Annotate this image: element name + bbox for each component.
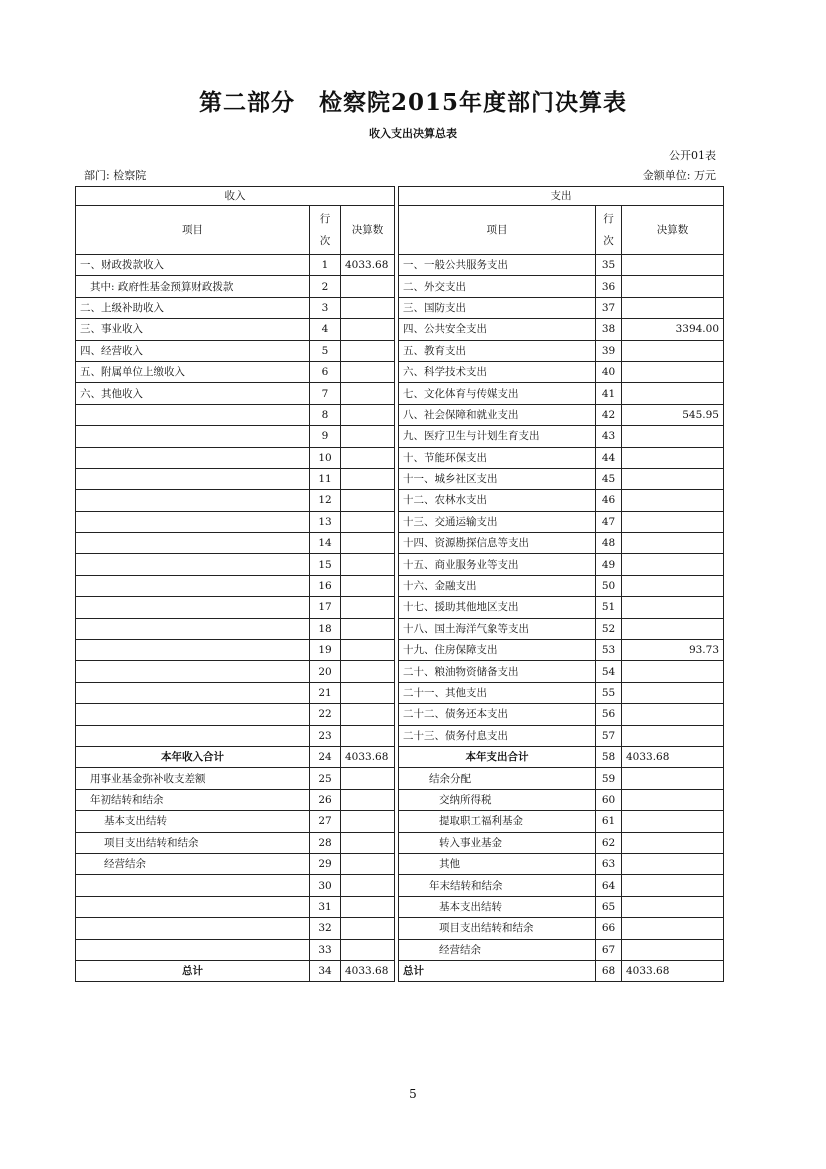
income-amount (341, 918, 395, 939)
table-row (76, 618, 724, 639)
income-amount: 4033.68 (341, 746, 395, 767)
expense-row-no: 57 (596, 725, 622, 746)
income-amount (341, 297, 395, 318)
income-item (76, 918, 310, 939)
income-item-header: 项目 (76, 206, 310, 255)
income-item: 总计 (76, 960, 310, 981)
income-item: 经营结余 (76, 853, 310, 874)
income-row-no: 11 (310, 468, 341, 489)
income-item: 六、其他收入 (76, 383, 310, 404)
income-item: 用事业基金弥补收支差额 (76, 768, 310, 789)
expense-item: 结余分配 (399, 768, 596, 789)
table-row (76, 426, 724, 447)
income-row-no: 15 (310, 554, 341, 575)
income-amount (341, 704, 395, 725)
expense-row-no: 44 (596, 447, 622, 468)
income-row-no: 32 (310, 918, 341, 939)
income-expense-table (75, 186, 724, 982)
table-row (76, 918, 724, 939)
table-row (76, 789, 724, 810)
table-row (76, 768, 724, 789)
expense-item: 六、科学技术支出 (399, 361, 596, 382)
income-row-no: 22 (310, 704, 341, 725)
income-amount (341, 811, 395, 832)
expense-item: 十八、国土海洋气象等支出 (399, 618, 596, 639)
expense-item: 经营结余 (399, 939, 596, 960)
table-row (76, 661, 724, 682)
income-amount (341, 361, 395, 382)
expense-amount (622, 918, 724, 939)
income-item (76, 575, 310, 596)
income-item (76, 554, 310, 575)
expense-amount (622, 704, 724, 725)
income-item (76, 533, 310, 554)
income-amount (341, 319, 395, 340)
expense-row-no: 65 (596, 896, 622, 917)
expense-amount: 4033.68 (622, 746, 724, 767)
expense-amount (622, 725, 724, 746)
table-row (76, 340, 724, 361)
income-amount-header: 决算数 (341, 206, 395, 255)
expense-amount: 93.73 (622, 640, 724, 661)
expense-item: 十一、城乡社区支出 (399, 468, 596, 489)
income-item (76, 875, 310, 896)
income-amount (341, 832, 395, 853)
table-row (76, 276, 724, 297)
income-row-no: 34 (310, 960, 341, 981)
income-item: 年初结转和结余 (76, 789, 310, 810)
expense-item: 九、医疗卫生与计划生育支出 (399, 426, 596, 447)
income-item (76, 640, 310, 661)
expense-row-no: 63 (596, 853, 622, 874)
income-amount (341, 383, 395, 404)
income-item: 本年收入合计 (76, 746, 310, 767)
income-item (76, 896, 310, 917)
income-row-no: 7 (310, 383, 341, 404)
expense-section-header: 支出 (399, 187, 724, 206)
income-item (76, 939, 310, 960)
table-row (76, 704, 724, 725)
table-row (76, 597, 724, 618)
expense-amount (622, 511, 724, 532)
income-row-no: 13 (310, 511, 341, 532)
income-row-no: 4 (310, 319, 341, 340)
table-row (76, 297, 724, 318)
expense-amount (622, 853, 724, 874)
expense-item: 其他 (399, 853, 596, 874)
table-row (76, 404, 724, 425)
table-row (76, 447, 724, 468)
expense-amount (622, 533, 724, 554)
income-item (76, 468, 310, 489)
income-item (76, 511, 310, 532)
income-item (76, 597, 310, 618)
income-item (76, 661, 310, 682)
row-no-header-top: 行 (603, 213, 614, 225)
income-item (76, 490, 310, 511)
expense-item: 十九、住房保障支出 (399, 640, 596, 661)
income-row-no: 24 (310, 746, 341, 767)
income-amount (341, 276, 395, 297)
expense-item: 基本支出结转 (399, 896, 596, 917)
expense-item: 二十、粮油物资储备支出 (399, 661, 596, 682)
expense-row-no: 60 (596, 789, 622, 810)
expense-item: 十七、援助其他地区支出 (399, 597, 596, 618)
expense-amount: 4033.68 (622, 960, 724, 981)
expense-amount (622, 297, 724, 318)
expense-row-no: 35 (596, 255, 622, 276)
income-item: 一、财政拨款收入 (76, 255, 310, 276)
column-header-row (76, 206, 724, 255)
expense-row-no: 68 (596, 960, 622, 981)
expense-amount (622, 789, 724, 810)
income-row-no: 17 (310, 597, 341, 618)
expense-amount (622, 896, 724, 917)
income-amount (341, 426, 395, 447)
income-amount (341, 404, 395, 425)
table-subtitle: 收入支出决算总表 (369, 127, 457, 140)
expense-item-header: 项目 (399, 206, 596, 255)
income-row-no: 20 (310, 661, 341, 682)
table-row (76, 383, 724, 404)
income-item: 其中: 政府性基金预算财政拨款 (76, 276, 310, 297)
income-item: 二、上级补助收入 (76, 297, 310, 318)
income-row-no: 3 (310, 297, 341, 318)
income-amount (341, 490, 395, 511)
income-amount (341, 768, 395, 789)
expense-item: 三、国防支出 (399, 297, 596, 318)
expense-amount (622, 939, 724, 960)
income-amount (341, 447, 395, 468)
table-row (76, 832, 724, 853)
section-header-row (76, 187, 724, 206)
expense-row-no: 62 (596, 832, 622, 853)
expense-row-no: 59 (596, 768, 622, 789)
expense-item: 七、文化体育与传媒支出 (399, 383, 596, 404)
income-row-no: 33 (310, 939, 341, 960)
expense-item: 二十一、其他支出 (399, 682, 596, 703)
expense-amount (622, 255, 724, 276)
income-row-no: 1 (310, 255, 341, 276)
income-item: 项目支出结转和结余 (76, 832, 310, 853)
income-amount (341, 618, 395, 639)
income-row-no: 18 (310, 618, 341, 639)
income-row-no: 2 (310, 276, 341, 297)
income-row-no: 10 (310, 447, 341, 468)
page-title: 第二部分 检察院2015年度部门决算表 (198, 89, 627, 116)
expense-amount (622, 575, 724, 596)
income-item: 基本支出结转 (76, 811, 310, 832)
income-amount (341, 640, 395, 661)
income-row-no: 16 (310, 575, 341, 596)
income-row-no: 14 (310, 533, 341, 554)
table-row (76, 554, 724, 575)
income-row-no: 9 (310, 426, 341, 447)
page-number: 5 (409, 1087, 417, 1101)
income-amount (341, 725, 395, 746)
expense-item: 二十二、债务还本支出 (399, 704, 596, 725)
expense-row-no: 58 (596, 746, 622, 767)
income-amount (341, 575, 395, 596)
income-item: 三、事业收入 (76, 319, 310, 340)
row-no-header-bottom: 次 (319, 235, 331, 247)
expense-row-no: 47 (596, 511, 622, 532)
expense-amount (622, 875, 724, 896)
expense-row-no: 43 (596, 426, 622, 447)
expense-row-no: 40 (596, 361, 622, 382)
expense-row-no: 42 (596, 404, 622, 425)
expense-amount (622, 811, 724, 832)
table-row (76, 490, 724, 511)
income-amount (341, 554, 395, 575)
expense-amount (622, 597, 724, 618)
expense-row-no: 50 (596, 575, 622, 596)
table-row (76, 960, 724, 981)
expense-row-no: 56 (596, 704, 622, 725)
expense-amount (622, 661, 724, 682)
expense-amount: 3394.00 (622, 319, 724, 340)
table-row (76, 875, 724, 896)
expense-item: 本年支出合计 (399, 746, 596, 767)
department-label: 部门: 检察院 (84, 169, 147, 182)
expense-item: 二、外交支出 (399, 276, 596, 297)
expense-item: 项目支出结转和结余 (399, 918, 596, 939)
income-row-no: 12 (310, 490, 341, 511)
income-row-no: 27 (310, 811, 341, 832)
expense-item: 四、公共安全支出 (399, 319, 596, 340)
income-row-no: 23 (310, 725, 341, 746)
income-amount (341, 468, 395, 489)
expense-row-no: 66 (596, 918, 622, 939)
expense-item: 一、一般公共服务支出 (399, 255, 596, 276)
expense-row-no: 51 (596, 597, 622, 618)
expense-item: 总计 (399, 960, 596, 981)
expense-item: 年末结转和结余 (399, 875, 596, 896)
expense-row-no: 67 (596, 939, 622, 960)
expense-row-no: 54 (596, 661, 622, 682)
income-row-no: 31 (310, 896, 341, 917)
income-amount: 4033.68 (341, 960, 395, 981)
expense-item: 十四、资源勘探信息等支出 (399, 533, 596, 554)
expense-amount (622, 447, 724, 468)
income-amount (341, 340, 395, 361)
expense-item: 二十三、债务付息支出 (399, 725, 596, 746)
expense-row-no: 53 (596, 640, 622, 661)
income-amount: 4033.68 (341, 255, 395, 276)
table-row (76, 511, 724, 532)
income-item (76, 618, 310, 639)
expense-item: 十六、金融支出 (399, 575, 596, 596)
expense-amount (622, 682, 724, 703)
expense-amount-header: 决算数 (622, 206, 724, 255)
income-amount (341, 661, 395, 682)
expense-item: 提取职工福利基金 (399, 811, 596, 832)
table-row (76, 811, 724, 832)
expense-item: 交纳所得税 (399, 789, 596, 810)
expense-row-no: 46 (596, 490, 622, 511)
expense-row-no: 39 (596, 340, 622, 361)
expense-amount (622, 490, 724, 511)
expense-amount (622, 468, 724, 489)
table-row (76, 575, 724, 596)
row-no-header-bottom: 次 (603, 235, 614, 247)
income-row-no: 30 (310, 875, 341, 896)
income-row-no: 21 (310, 682, 341, 703)
table-row (76, 853, 724, 874)
expense-item: 十二、农林水支出 (399, 490, 596, 511)
expense-amount (622, 276, 724, 297)
income-row-no: 5 (310, 340, 341, 361)
expense-row-no: 38 (596, 319, 622, 340)
income-item: 五、附属单位上缴收入 (76, 361, 310, 382)
income-row-no: 28 (310, 832, 341, 853)
table-row (76, 361, 724, 382)
expense-row-no: 45 (596, 468, 622, 489)
income-amount (341, 853, 395, 874)
expense-item: 五、教育支出 (399, 340, 596, 361)
expense-amount (622, 832, 724, 853)
expense-row-no: 41 (596, 383, 622, 404)
income-item (76, 725, 310, 746)
income-item (76, 704, 310, 725)
table-row (76, 319, 724, 340)
expense-amount (622, 383, 724, 404)
income-row-no: 8 (310, 404, 341, 425)
table-row (76, 725, 724, 746)
table-row (76, 746, 724, 767)
row-no-header-top: 行 (319, 213, 331, 225)
expense-item: 转入事业基金 (399, 832, 596, 853)
amount-unit-label: 金额单位: 万元 (642, 169, 716, 182)
income-item (76, 682, 310, 703)
income-amount (341, 597, 395, 618)
expense-row-no: 61 (596, 811, 622, 832)
expense-item: 十五、商业服务业等支出 (399, 554, 596, 575)
income-section-header: 收入 (76, 187, 395, 206)
income-row-no: 25 (310, 768, 341, 789)
income-row-no-header (310, 206, 341, 255)
income-row-no: 29 (310, 853, 341, 874)
income-amount (341, 789, 395, 810)
expense-row-no: 49 (596, 554, 622, 575)
income-item (76, 426, 310, 447)
table-row (76, 255, 724, 276)
expense-row-no: 55 (596, 682, 622, 703)
expense-row-no: 48 (596, 533, 622, 554)
expense-row-no: 64 (596, 875, 622, 896)
expense-amount (622, 361, 724, 382)
expense-item: 十三、交通运输支出 (399, 511, 596, 532)
income-amount (341, 896, 395, 917)
form-number: 公开01表 (669, 149, 716, 162)
income-row-no: 6 (310, 361, 341, 382)
expense-amount (622, 554, 724, 575)
income-item (76, 404, 310, 425)
table-row (76, 533, 724, 554)
expense-row-no: 52 (596, 618, 622, 639)
expense-amount (622, 768, 724, 789)
table-row (76, 896, 724, 917)
expense-row-no-header (596, 206, 622, 255)
income-amount (341, 875, 395, 896)
table-row (76, 640, 724, 661)
table-row (76, 939, 724, 960)
table-row (76, 468, 724, 489)
income-row-no: 19 (310, 640, 341, 661)
income-row-no: 26 (310, 789, 341, 810)
income-item: 四、经营收入 (76, 340, 310, 361)
expense-amount (622, 340, 724, 361)
expense-item: 十、节能环保支出 (399, 447, 596, 468)
income-amount (341, 682, 395, 703)
expense-row-no: 37 (596, 297, 622, 318)
expense-amount (622, 618, 724, 639)
income-amount (341, 939, 395, 960)
income-amount (341, 511, 395, 532)
expense-amount (622, 426, 724, 447)
income-item (76, 447, 310, 468)
table-row (76, 682, 724, 703)
income-amount (341, 533, 395, 554)
expense-amount: 545.95 (622, 404, 724, 425)
expense-row-no: 36 (596, 276, 622, 297)
expense-item: 八、社会保障和就业支出 (399, 404, 596, 425)
